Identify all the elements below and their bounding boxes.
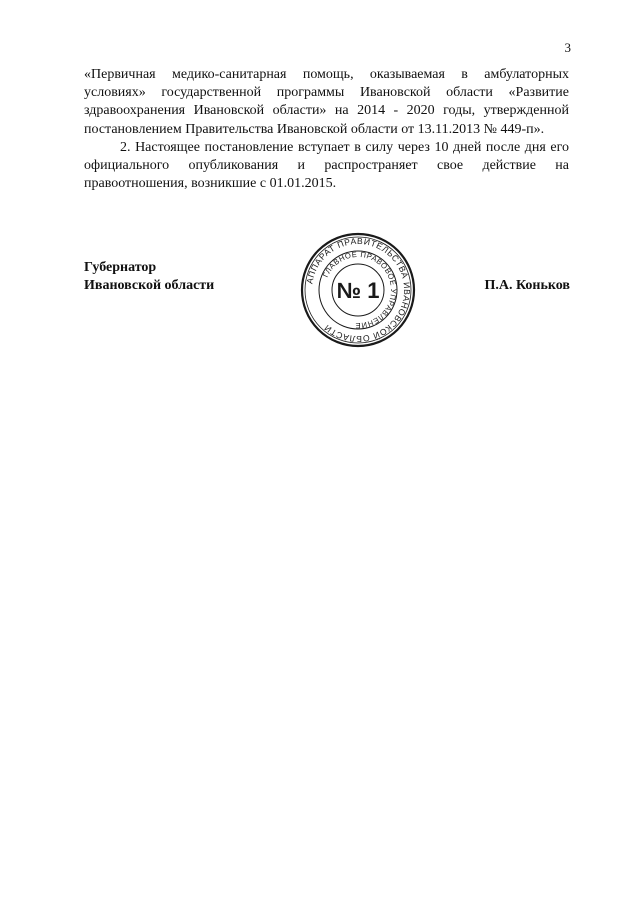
signer-region: Ивановской области [84, 278, 215, 293]
body-paragraph-effective-date: 2. Настоящее постановление вступает в силу через 10 дней после дня его официального опубликования и распространяет свое действие на правоотношения, возникшие с 01.01.2015. [84, 139, 569, 192]
signer-title: Губернатор [84, 260, 157, 275]
official-seal-stamp [300, 232, 416, 348]
seal-icon [300, 232, 416, 348]
seal-number: № 1 [336, 278, 380, 303]
document-body [84, 66, 569, 193]
signer-name: П.А. Коньков [484, 278, 570, 293]
seal-inner-ring-text: ГЛАВНОЕ ПРАВОВОЕ УПРАВЛЕНИЕ [320, 249, 399, 331]
signer-position [84, 259, 214, 295]
body-paragraph-continuation: «Первичная медико-санитарная помощь, оказываемая в амбулаторных условиях» государственной программы Ивановской области «Развитие здравоохранения Ивановской области» на 2014 - 2020 годы, утвержденной постановлением Правительства Ивановской области от 13.11.2013 № 449-п». [84, 67, 569, 137]
page-number: 3 [564, 40, 571, 55]
seal-outer-ring-text: АППАРАТ ПРАВИТЕЛЬСТВА ИВАНОВСКОЙ ОБЛАСТИ [304, 235, 413, 345]
